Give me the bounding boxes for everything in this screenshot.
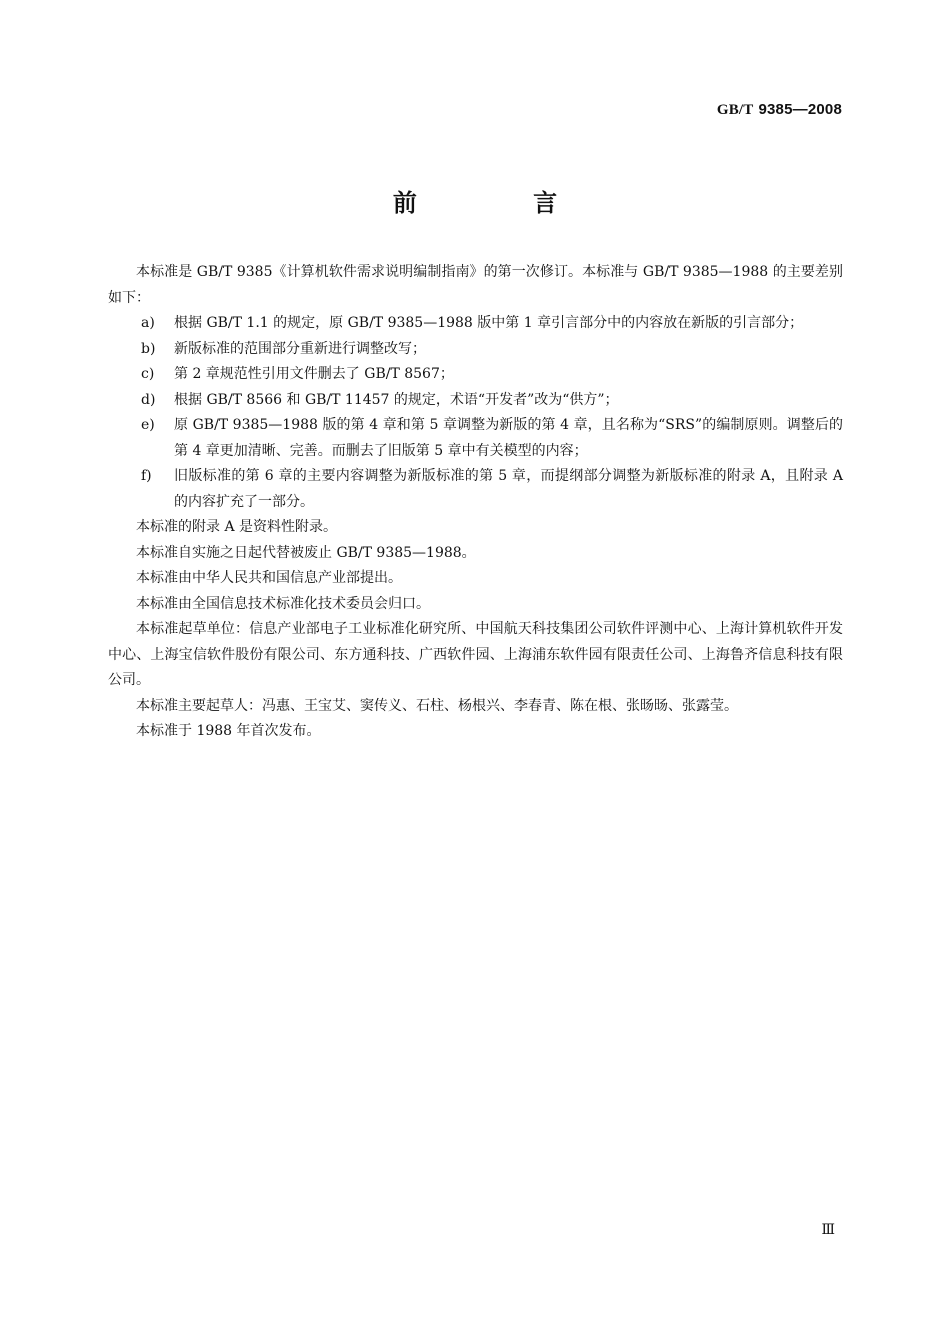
drafting-units-statement: 本标准起草单位：信息产业部电子工业标准化研究所、中国航天科技集团公司软件评测中心、上海计算机软件开发中心、上海宝信软件股份有限公司、东方通科技、广西软件园、上海浦东软件园有限责任公司、上海鲁齐信息科技有限公司。 <box>108 621 843 688</box>
difference-item-c <box>108 362 843 388</box>
difference-item-d <box>108 388 843 414</box>
first-issue-statement: 本标准于 1988 年首次发布。 <box>136 723 321 739</box>
annex-statement: 本标准的附录 A 是资料性附录。 <box>136 519 338 535</box>
intro-paragraph: 本标准是 GB/T 9385《计算机软件需求说明编制指南》的第一次修订。本标准与 GB/T 9385—1988 的主要差别如下： <box>108 264 843 306</box>
item-text: 旧版标准的第 6 章的主要内容调整为新版标准的第 5 章，而提纲部分调整为新版标准的附录 A，且附录 A 的内容扩充了一部分。 <box>174 468 843 510</box>
foreword-body <box>108 260 843 745</box>
standard-prefix: GB/T <box>716 102 754 118</box>
drafters-statement: 本标准主要起草人：冯惠、王宝艾、窦传义、石柱、杨根兴、李春青、陈在根、张旸旸、张露莹。 <box>136 697 738 714</box>
standard-number <box>717 100 842 119</box>
item-text: 根据 GB/T 1.1 的规定，原 GB/T 9385—1988 版中第 1 章引言部分中的内容放在新版的引言部分； <box>174 315 804 331</box>
item-marker: f) <box>141 468 152 484</box>
difference-item-b <box>108 337 843 363</box>
item-marker: d) <box>141 391 156 408</box>
item-text: 根据 GB/T 8566 和 GB/T 11457 的规定，术语“开发者”改为“供方”； <box>174 391 619 408</box>
replacement-statement: 本标准自实施之日起代替被废止 GB/T 9385—1988。 <box>136 544 476 561</box>
item-text: 新版标准的范围部分重新进行调整改写； <box>174 340 426 357</box>
difference-item-a <box>108 311 843 337</box>
page-number: Ⅲ <box>821 1223 835 1238</box>
standard-code: 9385—2008 <box>758 101 842 118</box>
difference-item-e <box>108 413 843 464</box>
item-marker: a) <box>141 315 155 331</box>
item-marker: e) <box>141 417 155 433</box>
difference-item-f <box>108 464 843 515</box>
item-marker: c) <box>141 366 155 382</box>
committee-statement: 本标准由全国信息技术标准化技术委员会归口。 <box>136 595 430 612</box>
proposer-statement: 本标准由中华人民共和国信息产业部提出。 <box>136 570 402 586</box>
item-text: 原 GB/T 9385—1988 版的第 4 章和第 5 章调整为新版的第 4 章，且名称为“SRS”的编制原则。调整后的第 4 章更加清晰、完善。而删去了旧版第 5 章中有关模型的内容； <box>174 417 843 459</box>
item-marker: b) <box>141 340 156 357</box>
page-title: 前 言 <box>392 189 612 217</box>
item-text: 第 2 章规范性引用文件删去了 GB/T 8567； <box>174 366 454 382</box>
